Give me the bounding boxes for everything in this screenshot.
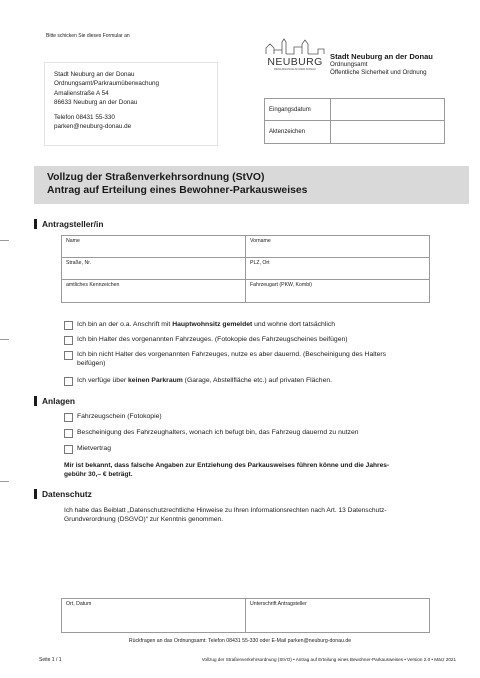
logo-tagline: RENAISSANCE AN DER DONAU (273, 67, 317, 71)
name-field[interactable]: Name (66, 238, 80, 244)
title-line1: Vollzug der Straßenverkehrsordnung (StVO) (47, 172, 265, 183)
title-line2: Antrag auf Erteilung eines Bewohner-Parkausweises (47, 185, 308, 196)
place-date-field[interactable]: Ort, Datum (66, 601, 92, 607)
checkbox[interactable] (64, 351, 73, 360)
check-main-residence: Ich bin an der o.a. Anschrift mit Hauptwohnsitz gemeldet und wohne dort tatsächlich (64, 321, 335, 330)
title-band (34, 166, 469, 204)
signature-box (61, 598, 430, 633)
applicant-heading: Antragsteller/in (34, 219, 103, 229)
city-logo (262, 38, 328, 72)
logo-wordmark: NEUBURG (267, 56, 323, 68)
file-ref-label: Aktenzeichen (265, 121, 331, 143)
fold-mark-top (0, 240, 9, 241)
plate-field[interactable]: amtliches Kennzeichen (66, 282, 120, 288)
fold-mark-middle (0, 339, 9, 340)
checkbox[interactable] (64, 413, 73, 422)
attachment-rental-contract: Mietvertrag (64, 445, 111, 454)
page-number: Seite 1 / 1 (39, 657, 62, 663)
firstname-field[interactable]: Vorname (245, 236, 429, 257)
send-note: Bitte schicken Sie dieses Formular an (46, 33, 130, 39)
check-vehicle-owner: Ich bin Halter des vorgenannten Fahrzeuges. (Fotokopie des Fahrzeugscheines beifügen) (64, 336, 348, 345)
street-field[interactable]: Straße, Nr. (66, 260, 92, 266)
checkbox[interactable] (64, 321, 73, 330)
org-unit: Öffentliche Sicherheit und Ordnung (330, 69, 427, 77)
footer-contact: Rückfragen an das Ordnungsamt: Telefon 08431 55-330 oder E-Mail parken@neuburg-donau.de (128, 638, 352, 644)
signature-field[interactable]: Unterschrift Antragsteller (245, 599, 429, 632)
checkbox[interactable] (64, 336, 73, 345)
privacy-text: Ich habe das Beiblatt „Datenschutzrechtliche Hinweise zu Ihren Informationsrechten nach Art. 13 Datenschutz- Grundverordnung (DSGVO)“ zur Kenntnis genommen. (64, 507, 387, 524)
address-email: parken@neuburg-donau.de (54, 123, 132, 131)
org-dept: Ordnungsamt (330, 61, 368, 69)
fee-notice: Mir ist bekannt, dass falsche Angaben zur Entziehung des Parkausweises führen könne und die Jahres- gebühr 30,– € beträgt. (64, 462, 390, 478)
org-name: Stadt Neuburg an der Donau (330, 52, 433, 61)
city-field[interactable]: PLZ, Ort (245, 258, 429, 279)
checkbox[interactable] (64, 377, 73, 386)
checkbox[interactable] (64, 429, 73, 438)
received-date-label: Eingangsdatum (265, 99, 331, 120)
attachment-owner-certificate: Bescheinigung des Fahrzeughalters, wonach ich befugt bin, das Fahrzeug dauernd zu nutzen (64, 429, 359, 438)
address-line: Stadt Neuburg an der Donau (54, 71, 135, 78)
address-line: Ordnungsamt/Parkraumüberwachung (54, 80, 160, 88)
address-line: 86633 Neuburg an der Donau (54, 98, 138, 106)
check-no-parking: Ich verfüge über keinen Parkraum (Garage, Abstellfläche etc.) auf privaten Flächen. (64, 377, 332, 386)
file-ref-field[interactable] (331, 121, 444, 143)
fold-mark-bottom (0, 481, 9, 482)
doc-reference: Vollzug der Straßenverkehrsordnung (StVO) • Antrag auf Erteilung eines Bewohner-Parkausweises • Version 2.0 • März 2021 (201, 657, 456, 662)
attachment-vehicle-registration: Fahrzeugschein (Fotokopie) (64, 413, 162, 422)
privacy-heading: Datenschutz (34, 489, 92, 499)
check-not-owner: Ich bin nicht Halter des vorgenannten Fahrzeuges, nutze es aber dauernd. (Bescheinigung des Halters beifügen) (64, 351, 386, 368)
checkbox[interactable] (64, 445, 73, 454)
vehicle-type-field[interactable]: Fahrzeugart (PKW, Kombi) (245, 280, 429, 302)
applicant-grid (61, 235, 430, 303)
office-use-box (264, 98, 445, 144)
skyline-icon (266, 39, 324, 54)
address-phone: Telefon 08431 55-330 (54, 114, 115, 122)
attachments-heading: Anlagen (34, 396, 75, 406)
address-line: Amalienstraße A 54 (54, 89, 109, 97)
org-block (330, 53, 433, 77)
address-window (44, 62, 218, 146)
received-date-field[interactable] (331, 99, 444, 120)
